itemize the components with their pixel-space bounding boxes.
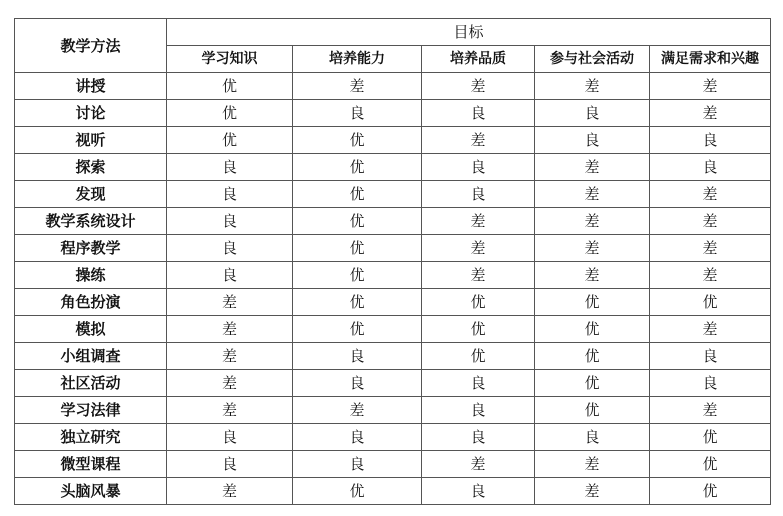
rating-cell: 优 (535, 397, 650, 424)
table-row (15, 235, 771, 262)
table-row (15, 343, 771, 370)
rating-cell: 差 (650, 100, 771, 127)
rating-cell: 良 (293, 451, 422, 478)
rating-cell: 差 (167, 397, 293, 424)
rating-cell: 优 (293, 262, 422, 289)
rating-cell: 良 (167, 181, 293, 208)
rating-cell: 良 (535, 100, 650, 127)
method-column-header: 教学方法 (15, 19, 167, 73)
table-row (15, 127, 771, 154)
goal-group-header: 目标 (167, 19, 771, 46)
rating-cell: 差 (535, 208, 650, 235)
rating-cell: 差 (167, 370, 293, 397)
method-cell: 探索 (15, 154, 167, 181)
rating-cell: 优 (293, 235, 422, 262)
method-cell: 头脑风暴 (15, 478, 167, 505)
table-row (15, 424, 771, 451)
rating-cell: 良 (535, 127, 650, 154)
table-row (15, 208, 771, 235)
method-cell: 微型课程 (15, 451, 167, 478)
rating-cell: 优 (293, 181, 422, 208)
method-cell: 发现 (15, 181, 167, 208)
rating-cell: 优 (650, 424, 771, 451)
table-row (15, 154, 771, 181)
goal-header-ability: 培养能力 (293, 46, 422, 73)
method-cell: 讨论 (15, 100, 167, 127)
rating-cell: 良 (293, 424, 422, 451)
header-row-top (15, 19, 771, 46)
rating-cell: 优 (535, 316, 650, 343)
rating-cell: 差 (535, 154, 650, 181)
rating-cell: 差 (422, 73, 535, 100)
method-cell: 小组调查 (15, 343, 167, 370)
method-cell: 学习法律 (15, 397, 167, 424)
rating-cell: 良 (422, 370, 535, 397)
rating-cell: 良 (422, 181, 535, 208)
rating-cell: 差 (535, 181, 650, 208)
method-cell: 教学系统设计 (15, 208, 167, 235)
method-cell: 视听 (15, 127, 167, 154)
rating-cell: 良 (422, 397, 535, 424)
rating-cell: 优 (293, 208, 422, 235)
rating-cell: 优 (293, 154, 422, 181)
table-header (15, 19, 771, 73)
rating-cell: 差 (422, 235, 535, 262)
goal-header-knowledge: 学习知识 (167, 46, 293, 73)
method-cell: 讲授 (15, 73, 167, 100)
method-cell: 独立研究 (15, 424, 167, 451)
rating-cell: 良 (422, 154, 535, 181)
rating-cell: 差 (535, 262, 650, 289)
rating-cell: 差 (535, 235, 650, 262)
rating-cell: 优 (293, 127, 422, 154)
rating-cell: 优 (167, 73, 293, 100)
rating-cell: 优 (650, 289, 771, 316)
rating-cell: 优 (167, 127, 293, 154)
rating-cell: 良 (650, 127, 771, 154)
method-cell: 程序教学 (15, 235, 167, 262)
method-cell: 社区活动 (15, 370, 167, 397)
rating-cell: 良 (293, 370, 422, 397)
rating-cell: 良 (167, 235, 293, 262)
rating-cell: 差 (535, 73, 650, 100)
table-row (15, 397, 771, 424)
rating-cell: 差 (422, 451, 535, 478)
goal-header-social: 参与社会活动 (535, 46, 650, 73)
table-row (15, 316, 771, 343)
rating-cell: 差 (535, 451, 650, 478)
rating-cell: 良 (535, 424, 650, 451)
rating-cell: 差 (650, 208, 771, 235)
rating-cell: 良 (167, 262, 293, 289)
rating-cell: 良 (650, 343, 771, 370)
rating-cell: 优 (293, 289, 422, 316)
rating-cell: 差 (650, 316, 771, 343)
rating-cell: 差 (650, 235, 771, 262)
rating-cell: 良 (167, 424, 293, 451)
rating-cell: 良 (293, 343, 422, 370)
method-cell: 角色扮演 (15, 289, 167, 316)
table-row (15, 73, 771, 100)
rating-cell: 优 (422, 289, 535, 316)
rating-cell: 差 (422, 208, 535, 235)
rating-cell: 优 (422, 343, 535, 370)
rating-cell: 优 (422, 316, 535, 343)
rating-cell: 差 (167, 289, 293, 316)
rating-cell: 良 (422, 478, 535, 505)
rating-cell: 优 (293, 478, 422, 505)
rating-cell: 良 (167, 451, 293, 478)
table-row (15, 478, 771, 505)
rating-cell: 差 (293, 73, 422, 100)
rating-cell: 优 (650, 451, 771, 478)
rating-cell: 良 (167, 154, 293, 181)
rating-cell: 差 (650, 73, 771, 100)
table-row (15, 370, 771, 397)
rating-cell: 差 (650, 262, 771, 289)
method-cell: 模拟 (15, 316, 167, 343)
rating-cell: 差 (293, 397, 422, 424)
goal-header-interest: 满足需求和兴趣 (650, 46, 771, 73)
teaching-methods-table (14, 18, 771, 505)
rating-cell: 良 (650, 154, 771, 181)
table-row (15, 262, 771, 289)
rating-cell: 优 (535, 370, 650, 397)
table-row (15, 451, 771, 478)
rating-cell: 差 (650, 397, 771, 424)
rating-cell: 良 (422, 100, 535, 127)
table-row (15, 100, 771, 127)
rating-cell: 优 (535, 289, 650, 316)
rating-cell: 良 (422, 424, 535, 451)
method-cell: 操练 (15, 262, 167, 289)
rating-cell: 良 (167, 208, 293, 235)
rating-cell: 差 (167, 343, 293, 370)
rating-cell: 差 (167, 478, 293, 505)
rating-cell: 差 (422, 262, 535, 289)
rating-cell: 差 (650, 181, 771, 208)
rating-cell: 优 (167, 100, 293, 127)
rating-cell: 优 (650, 478, 771, 505)
rating-cell: 差 (535, 478, 650, 505)
rating-cell: 差 (167, 316, 293, 343)
table-row (15, 181, 771, 208)
rating-cell: 差 (422, 127, 535, 154)
table-body (15, 73, 771, 505)
rating-cell: 优 (293, 316, 422, 343)
rating-cell: 良 (293, 100, 422, 127)
rating-cell: 良 (650, 370, 771, 397)
rating-cell: 优 (535, 343, 650, 370)
table-row (15, 289, 771, 316)
goal-header-character: 培养品质 (422, 46, 535, 73)
